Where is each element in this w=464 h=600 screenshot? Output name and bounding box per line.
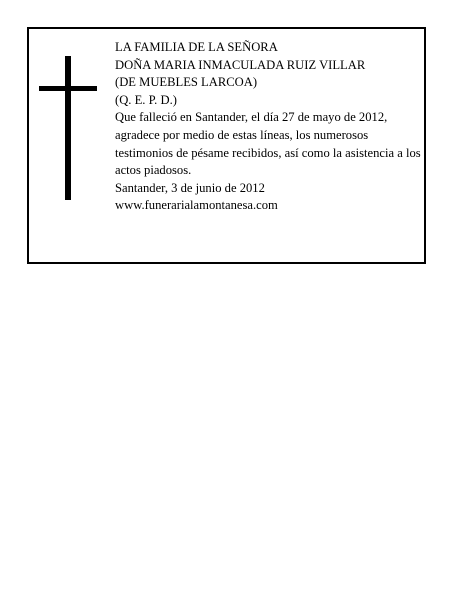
cross-horizontal-bar <box>39 86 97 91</box>
website-link[interactable]: www.funerarialamontanesa.com <box>115 198 278 213</box>
notice-text <box>115 39 421 215</box>
business-name: (DE MUEBLES LARCOA) <box>115 75 258 90</box>
cross-icon <box>39 56 97 200</box>
rip-abbreviation: (Q. E. P. D.) <box>115 92 177 107</box>
place-date: Santander, 3 de junio de 2012 <box>115 180 265 195</box>
gratitude-message: Que falleció en Santander, el día 27 de mayo de 2012, agradece por medio de estas líneas, los numerosos testimonios de pésame recibidos, así como la asistencia a los actos piadosos. <box>115 110 421 178</box>
family-line: LA FAMILIA DE LA SEÑORA <box>115 40 278 54</box>
deceased-name: DOÑA MARIA INMACULADA RUIZ VILLAR <box>115 57 366 72</box>
obituary-notice <box>27 27 426 264</box>
cross-vertical-bar <box>65 56 71 200</box>
